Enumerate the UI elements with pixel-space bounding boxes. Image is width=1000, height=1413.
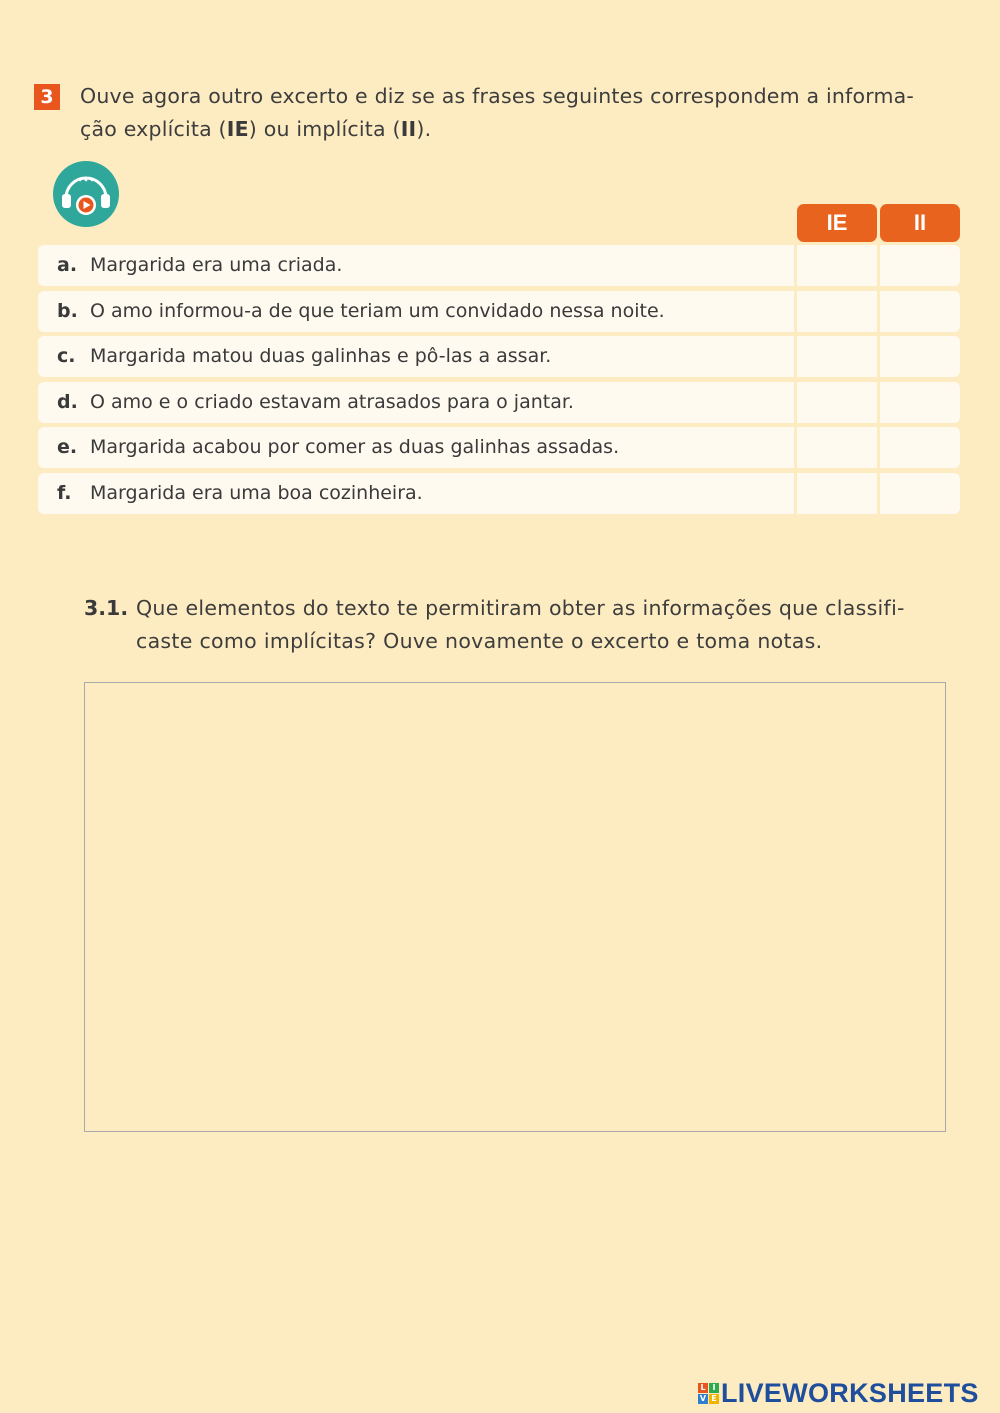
answer-cell-ie[interactable] <box>797 336 877 377</box>
table-row <box>38 427 960 468</box>
subquestion <box>84 592 984 658</box>
statement-letter: f. <box>57 481 72 504</box>
question-header <box>34 80 974 146</box>
statement <box>38 291 794 332</box>
statement <box>38 336 794 377</box>
answer-cell-ie[interactable] <box>797 473 877 514</box>
notes-answer-box[interactable] <box>84 682 946 1132</box>
question-number-badge: 3 <box>34 84 60 110</box>
liveworksheets-logo <box>698 1377 979 1409</box>
answer-cell-ii[interactable] <box>880 291 960 332</box>
statement <box>38 382 794 423</box>
statement <box>38 427 794 468</box>
question-text-line2 <box>80 113 974 146</box>
logo-mark-letter: E <box>709 1394 719 1404</box>
subquestion-text-line1: Que elementos do texto te permitiram obter as informações que classifi- <box>136 596 905 620</box>
logo-mark-icon <box>698 1383 719 1404</box>
statement-letter: d. <box>57 390 78 413</box>
answer-cell-ie[interactable] <box>797 427 877 468</box>
statement-text: O amo informou-a de que teriam um convidado nessa noite. <box>90 299 665 322</box>
answer-cell-ie[interactable] <box>797 382 877 423</box>
logo-mark-letter: I <box>709 1383 719 1393</box>
statement-text: O amo e o criado estavam atrasados para o jantar. <box>90 390 574 413</box>
answer-cell-ii[interactable] <box>880 245 960 286</box>
statement-letter: b. <box>57 299 78 322</box>
statement-letter: a. <box>57 254 78 276</box>
column-header-ie: IE <box>797 204 877 242</box>
table-row <box>38 291 960 332</box>
audio-play-button[interactable] <box>52 160 120 228</box>
question-text-ie: IE <box>226 117 249 141</box>
answer-cell-ie[interactable] <box>797 291 877 332</box>
statement <box>38 473 794 514</box>
table-row <box>38 245 960 286</box>
statement-letter: e. <box>57 436 78 458</box>
statement-letter: c. <box>57 345 76 367</box>
logo-text: LIVEWORKSHEETS <box>721 1377 979 1408</box>
table-row <box>38 336 960 377</box>
subquestion-number: 3.1. <box>84 596 129 620</box>
answer-cell-ii[interactable] <box>880 382 960 423</box>
subquestion-text <box>136 592 984 658</box>
question-text-part: ção explícita ( <box>80 117 227 141</box>
question-text-part: ). <box>416 117 432 141</box>
column-header-ii: II <box>880 204 960 242</box>
statement-text: Margarida era uma boa cozinheira. <box>90 481 423 504</box>
headphones-play-icon <box>52 160 120 228</box>
statements-table <box>38 245 960 518</box>
answer-cell-ii[interactable] <box>880 427 960 468</box>
question-text <box>80 80 974 146</box>
logo-mark-letter: V <box>699 1393 707 1403</box>
statement-text: Margarida acabou por comer as duas galinhas assadas. <box>90 436 620 458</box>
table-row <box>38 382 960 423</box>
answer-cell-ii[interactable] <box>880 473 960 514</box>
question-text-line1: Ouve agora outro excerto e diz se as frases seguintes correspondem a informa- <box>80 84 914 108</box>
statement <box>38 245 794 286</box>
answer-cell-ie[interactable] <box>797 245 877 286</box>
answer-cell-ii[interactable] <box>880 336 960 377</box>
statement-text: Margarida matou duas galinhas e pô-las a assar. <box>90 345 552 367</box>
table-row <box>38 473 960 514</box>
question-text-ii: II <box>400 117 417 141</box>
subquestion-text-line2: caste como implícitas? Ouve novamente o excerto e toma notas. <box>136 629 823 653</box>
question-text-part: ) ou implícita ( <box>248 117 401 141</box>
logo-mark-letter: L <box>698 1383 708 1393</box>
statement-text: Margarida era uma criada. <box>90 254 343 276</box>
